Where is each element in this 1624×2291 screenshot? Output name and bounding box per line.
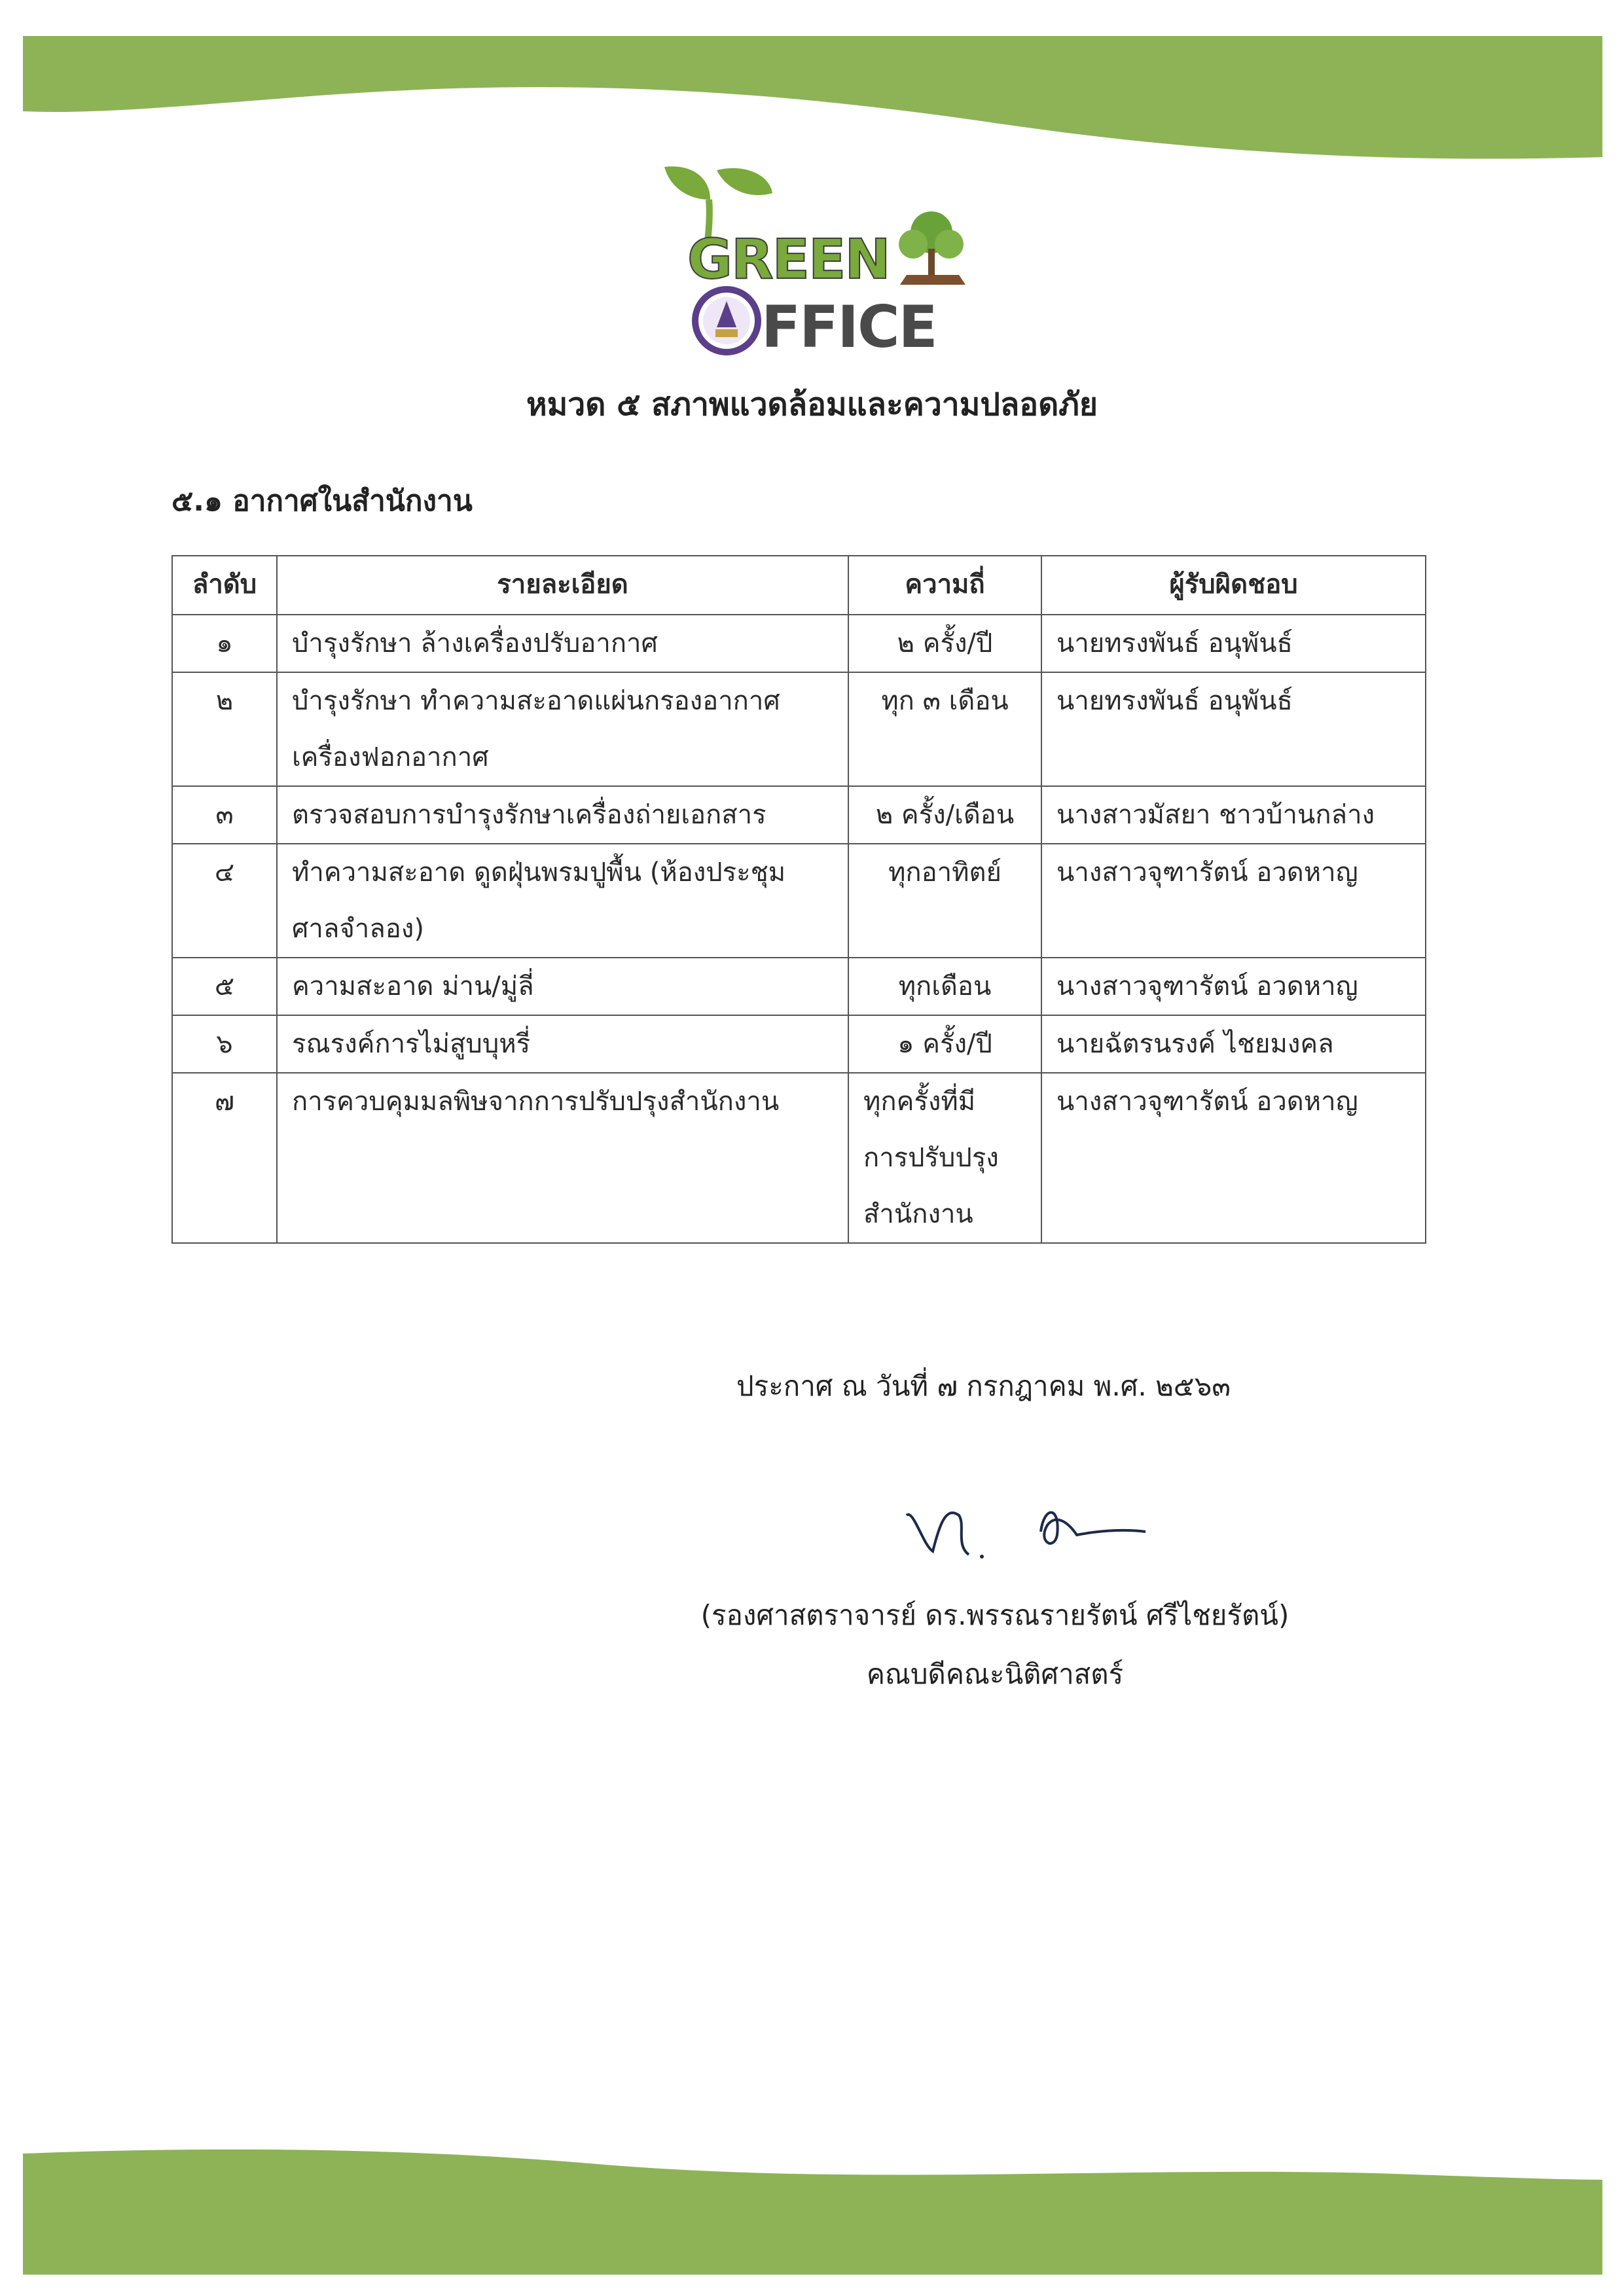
row-number: ๓	[172, 786, 277, 844]
section-title: ๕.๑ อากาศในสำนักงาน	[171, 484, 473, 518]
frequency-line: ทุกครั้งที่มี	[863, 1087, 976, 1117]
top-green-wave	[0, 0, 1624, 170]
header-detail: รายละเอียด	[277, 556, 848, 615]
logo-office-text: FFICE	[761, 293, 937, 357]
frequency-line: ๒ ครั้ง/ปี	[897, 628, 993, 658]
table-row	[172, 1073, 1426, 1243]
detail-line: ตรวจสอบการบำรุงรักษาเครื่องถ่ายเอกสาร	[292, 800, 767, 830]
row-owner: นายฉัตรนรงค์ ไชยมงคล	[1041, 1015, 1426, 1073]
frequency-line: ๒ ครั้ง/เดือน	[875, 800, 1015, 830]
table-row	[172, 958, 1426, 1015]
row-detail	[277, 958, 848, 1015]
table-body	[172, 615, 1426, 1243]
row-number: ๑	[172, 615, 277, 672]
row-frequency	[848, 672, 1041, 786]
tree-icon	[899, 211, 965, 285]
announcement-date: ประกาศ ณ วันที่ ๗ กรกฎาคม พ.ศ. ๒๕๖๓	[736, 1370, 1231, 1402]
frequency-line: ๑ ครั้ง/ปี	[897, 1029, 992, 1059]
row-number: ๗	[172, 1073, 277, 1243]
frequency-line: สำนักงาน	[863, 1199, 973, 1229]
row-detail	[277, 615, 848, 672]
row-owner: นางสาวจุฑารัตน์ อวดหาญ	[1041, 958, 1426, 1015]
row-owner: นายทรงพันธ์ อนุพันธ์	[1041, 672, 1426, 786]
row-owner: นางสาวมัสยา ชาวบ้านกล่าง	[1041, 786, 1426, 844]
table-row	[172, 672, 1426, 786]
row-detail	[277, 844, 848, 958]
detail-line: รณรงค์การไม่สูบบุหรี่	[292, 1029, 531, 1059]
header-owner: ผู้รับผิดชอบ	[1041, 556, 1426, 615]
detail-line: บำรุงรักษา ทำความสะอาดแผ่นกรองอากาศ	[292, 686, 780, 716]
frequency-line: ทุกอาทิตย์	[888, 857, 1001, 888]
table-row	[172, 786, 1426, 844]
row-number: ๕	[172, 958, 277, 1015]
row-number: ๖	[172, 1015, 277, 1073]
row-frequency	[848, 1073, 1041, 1243]
maintenance-table	[171, 555, 1426, 1244]
table-row	[172, 844, 1426, 958]
frequency-line: ทุกเดือน	[898, 971, 992, 1001]
table-row	[172, 1015, 1426, 1073]
detail-line: ความสะอาด ม่าน/มู่ลี่	[292, 971, 534, 1001]
detail-line: เครื่องฟอกอากาศ	[292, 742, 489, 772]
header-frequency: ความถี่	[848, 556, 1041, 615]
row-number: ๒	[172, 672, 277, 786]
signer-name: (รองศาสตราจารย์ ดร.พรรณรายรัตน์ ศรีไชยรัตน์)	[700, 1599, 1290, 1631]
frequency-line: การปรับปรุง	[863, 1143, 999, 1173]
detail-line: ทำความสะอาด ดูดฝุ่นพรมปูพื้น (ห้องประชุม	[292, 857, 786, 888]
row-detail	[277, 1073, 848, 1243]
table-header-row	[172, 556, 1426, 615]
page-title: หมวด ๕ สภาพแวดล้อมและความปลอดภัย	[526, 386, 1098, 423]
logo-green-text: GREEN	[687, 227, 890, 291]
row-owner: นางสาวจุฑารัตน์ อวดหาญ	[1041, 844, 1426, 958]
row-frequency	[848, 1015, 1041, 1073]
handwritten-signature	[897, 1479, 1159, 1578]
detail-line: บำรุงรักษา ล้างเครื่องปรับอากาศ	[292, 628, 658, 658]
bottom-green-wave	[0, 2127, 1624, 2291]
table-row	[172, 615, 1426, 672]
signer-title: คณบดีคณะนิติศาสตร์	[866, 1658, 1124, 1690]
row-frequency	[848, 958, 1041, 1015]
detail-line: การควบคุมมลพิษจากการปรับปรุงสำนักงาน	[292, 1087, 780, 1117]
row-owner: นายทรงพันธ์ อนุพันธ์	[1041, 615, 1426, 672]
row-detail	[277, 1015, 848, 1073]
university-emblem-icon	[695, 289, 758, 352]
green-office-logo	[638, 160, 979, 357]
row-detail	[277, 786, 848, 844]
row-frequency	[848, 615, 1041, 672]
header-no: ลำดับ	[172, 556, 277, 615]
frequency-line: ทุก ๓ เดือน	[881, 686, 1009, 716]
detail-line: ศาลจำลอง)	[292, 914, 424, 944]
row-number: ๔	[172, 844, 277, 958]
row-frequency	[848, 786, 1041, 844]
row-owner: นางสาวจุฑารัตน์ อวดหาญ	[1041, 1073, 1426, 1243]
row-frequency	[848, 844, 1041, 958]
row-detail	[277, 672, 848, 786]
